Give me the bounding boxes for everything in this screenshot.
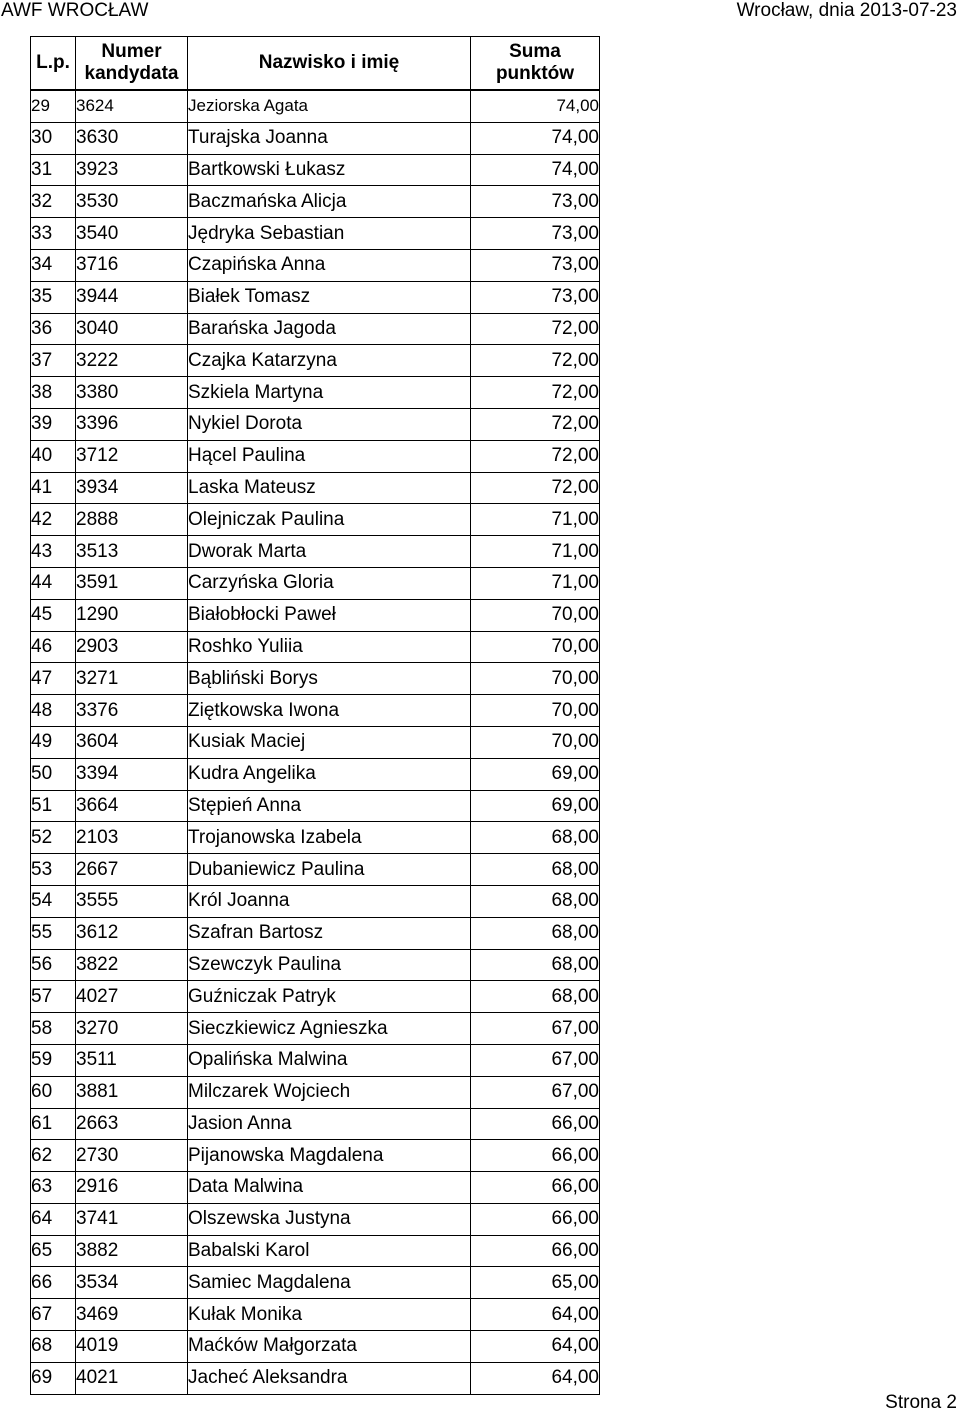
points-sum: 70,00 (471, 695, 600, 727)
candidate-name: Opalińska Malwina (188, 1044, 471, 1076)
points-sum: 67,00 (471, 1013, 600, 1045)
table-row (31, 822, 600, 854)
points-sum: 70,00 (471, 726, 600, 758)
row-lp: 50 (31, 758, 76, 790)
table-row (31, 758, 600, 790)
points-sum: 67,00 (471, 1076, 600, 1108)
points-sum: 71,00 (471, 504, 600, 536)
table-row (31, 567, 600, 599)
candidate-number: 3222 (76, 345, 188, 377)
row-lp: 55 (31, 917, 76, 949)
results-table (30, 36, 600, 1395)
table-row (31, 313, 600, 345)
column-header-sum: Suma punktów (471, 37, 600, 91)
points-sum: 72,00 (471, 440, 600, 472)
candidate-number: 3540 (76, 218, 188, 250)
candidate-name: Jędryka Sebastian (188, 218, 471, 250)
row-lp: 47 (31, 663, 76, 695)
table-row (31, 504, 600, 536)
table-row (31, 249, 600, 281)
row-lp: 35 (31, 281, 76, 313)
candidate-number: 3040 (76, 313, 188, 345)
candidate-number: 3513 (76, 536, 188, 568)
candidate-number: 2903 (76, 631, 188, 663)
table-row (31, 1044, 600, 1076)
row-lp: 68 (31, 1331, 76, 1363)
table-row (31, 281, 600, 313)
points-sum: 72,00 (471, 345, 600, 377)
candidate-name: Babalski Karol (188, 1235, 471, 1267)
column-header-number: Numer kandydata (76, 37, 188, 91)
row-lp: 54 (31, 885, 76, 917)
row-lp: 51 (31, 790, 76, 822)
candidate-number: 2730 (76, 1140, 188, 1172)
points-sum: 72,00 (471, 408, 600, 440)
table-row (31, 345, 600, 377)
row-lp: 34 (31, 249, 76, 281)
candidate-number: 2916 (76, 1172, 188, 1204)
row-lp: 56 (31, 949, 76, 981)
candidate-number: 3923 (76, 154, 188, 186)
candidate-name: Białobłocki Paweł (188, 599, 471, 631)
candidate-number: 3624 (76, 90, 188, 122)
candidate-number: 4021 (76, 1362, 188, 1394)
points-sum: 66,00 (471, 1108, 600, 1140)
candidate-number: 3716 (76, 249, 188, 281)
table-row (31, 1013, 600, 1045)
row-lp: 57 (31, 981, 76, 1013)
candidate-number: 3270 (76, 1013, 188, 1045)
table-row (31, 1362, 600, 1394)
row-lp: 30 (31, 122, 76, 154)
points-sum: 74,00 (471, 122, 600, 154)
points-sum: 68,00 (471, 949, 600, 981)
table-row (31, 790, 600, 822)
row-lp: 59 (31, 1044, 76, 1076)
candidate-name: Białek Tomasz (188, 281, 471, 313)
points-sum: 66,00 (471, 1172, 600, 1204)
points-sum: 66,00 (471, 1140, 600, 1172)
table-row (31, 472, 600, 504)
candidate-name: Guźniczak Patryk (188, 981, 471, 1013)
candidate-number: 3555 (76, 885, 188, 917)
table-row (31, 631, 600, 663)
table-row (31, 981, 600, 1013)
row-lp: 42 (31, 504, 76, 536)
candidate-number: 3469 (76, 1299, 188, 1331)
candidate-number: 3604 (76, 726, 188, 758)
candidate-number: 3612 (76, 917, 188, 949)
points-sum: 70,00 (471, 631, 600, 663)
candidate-number: 3376 (76, 695, 188, 727)
table-header-row (31, 37, 600, 91)
candidate-number: 3511 (76, 1044, 188, 1076)
candidate-number: 3380 (76, 377, 188, 409)
candidate-name: Hącel Paulina (188, 440, 471, 472)
row-lp: 63 (31, 1172, 76, 1204)
candidate-name: Trojanowska Izabela (188, 822, 471, 854)
points-sum: 73,00 (471, 249, 600, 281)
candidate-number: 3741 (76, 1203, 188, 1235)
row-lp: 44 (31, 567, 76, 599)
candidate-name: Data Malwina (188, 1172, 471, 1204)
candidate-number: 1290 (76, 599, 188, 631)
candidate-name: Szkiela Martyna (188, 377, 471, 409)
points-sum: 69,00 (471, 758, 600, 790)
points-sum: 72,00 (471, 377, 600, 409)
candidate-number: 3664 (76, 790, 188, 822)
candidate-name: Bartkowski Łukasz (188, 154, 471, 186)
candidate-name: Baczmańska Alicja (188, 186, 471, 218)
candidate-number: 3591 (76, 567, 188, 599)
table-row (31, 1235, 600, 1267)
candidate-number: 4027 (76, 981, 188, 1013)
row-lp: 45 (31, 599, 76, 631)
row-lp: 32 (31, 186, 76, 218)
candidate-number: 3271 (76, 663, 188, 695)
candidate-name: Pijanowska Magdalena (188, 1140, 471, 1172)
points-sum: 66,00 (471, 1203, 600, 1235)
candidate-name: Stępień Anna (188, 790, 471, 822)
table-row (31, 917, 600, 949)
row-lp: 65 (31, 1235, 76, 1267)
candidate-name: Carzyńska Gloria (188, 567, 471, 599)
table-row (31, 854, 600, 886)
table-row (31, 377, 600, 409)
table-row (31, 536, 600, 568)
row-lp: 67 (31, 1299, 76, 1331)
points-sum: 73,00 (471, 281, 600, 313)
table-row (31, 726, 600, 758)
candidate-number: 3712 (76, 440, 188, 472)
institution-name: AWF WROCŁAW (1, 0, 149, 21)
table-row (31, 695, 600, 727)
row-lp: 31 (31, 154, 76, 186)
table-row (31, 90, 600, 122)
row-lp: 38 (31, 377, 76, 409)
row-lp: 62 (31, 1140, 76, 1172)
candidate-name: Jeziorska Agata (188, 90, 471, 122)
table-row (31, 440, 600, 472)
row-lp: 36 (31, 313, 76, 345)
candidate-number: 3882 (76, 1235, 188, 1267)
points-sum: 71,00 (471, 536, 600, 568)
candidate-name: Olszewska Justyna (188, 1203, 471, 1235)
row-lp: 60 (31, 1076, 76, 1108)
candidate-name: Maćków Małgorzata (188, 1331, 471, 1363)
table-row (31, 949, 600, 981)
candidate-name: Olejniczak Paulina (188, 504, 471, 536)
candidate-number: 3881 (76, 1076, 188, 1108)
candidate-name: Nykiel Dorota (188, 408, 471, 440)
points-sum: 66,00 (471, 1235, 600, 1267)
row-lp: 29 (31, 90, 76, 122)
row-lp: 37 (31, 345, 76, 377)
candidate-name: Sieczkiewicz Agnieszka (188, 1013, 471, 1045)
candidate-name: Samiec Magdalena (188, 1267, 471, 1299)
table-body (31, 90, 600, 1394)
points-sum: 68,00 (471, 822, 600, 854)
candidate-name: Jasion Anna (188, 1108, 471, 1140)
table-row (31, 1267, 600, 1299)
candidate-number: 3530 (76, 186, 188, 218)
table-row (31, 408, 600, 440)
points-sum: 72,00 (471, 313, 600, 345)
points-sum: 70,00 (471, 599, 600, 631)
row-lp: 66 (31, 1267, 76, 1299)
row-lp: 41 (31, 472, 76, 504)
candidate-name: Czajka Katarzyna (188, 345, 471, 377)
table-row (31, 663, 600, 695)
row-lp: 61 (31, 1108, 76, 1140)
row-lp: 58 (31, 1013, 76, 1045)
candidate-name: Czapińska Anna (188, 249, 471, 281)
candidate-name: Bąbliński Borys (188, 663, 471, 695)
candidate-number: 3934 (76, 472, 188, 504)
table-row (31, 1203, 600, 1235)
candidate-number: 2663 (76, 1108, 188, 1140)
candidate-name: Kusiak Maciej (188, 726, 471, 758)
table-row (31, 1299, 600, 1331)
points-sum: 73,00 (471, 218, 600, 250)
candidate-number: 4019 (76, 1331, 188, 1363)
row-lp: 52 (31, 822, 76, 854)
candidate-number: 3944 (76, 281, 188, 313)
candidate-name: Szewczyk Paulina (188, 949, 471, 981)
points-sum: 67,00 (471, 1044, 600, 1076)
candidate-name: Milczarek Wojciech (188, 1076, 471, 1108)
document-date: Wrocław, dnia 2013-07-23 (736, 0, 957, 21)
column-header-lp: L.p. (31, 37, 76, 91)
candidate-name: Szafran Bartosz (188, 917, 471, 949)
points-sum: 65,00 (471, 1267, 600, 1299)
points-sum: 72,00 (471, 472, 600, 504)
candidate-name: Barańska Jagoda (188, 313, 471, 345)
points-sum: 74,00 (471, 90, 600, 122)
candidate-name: Jacheć Aleksandra (188, 1362, 471, 1394)
row-lp: 43 (31, 536, 76, 568)
candidate-name: Dworak Marta (188, 536, 471, 568)
points-sum: 73,00 (471, 186, 600, 218)
page-number: Strona 2 (885, 1392, 957, 1413)
column-header-name: Nazwisko i imię (188, 37, 471, 91)
candidate-name: Dubaniewicz Paulina (188, 854, 471, 886)
points-sum: 70,00 (471, 663, 600, 695)
points-sum: 64,00 (471, 1299, 600, 1331)
candidate-number: 3534 (76, 1267, 188, 1299)
points-sum: 68,00 (471, 885, 600, 917)
points-sum: 74,00 (471, 154, 600, 186)
points-sum: 69,00 (471, 790, 600, 822)
row-lp: 64 (31, 1203, 76, 1235)
row-lp: 69 (31, 1362, 76, 1394)
candidate-number: 2103 (76, 822, 188, 854)
row-lp: 33 (31, 218, 76, 250)
candidate-number: 3394 (76, 758, 188, 790)
table-row (31, 154, 600, 186)
table-row (31, 1172, 600, 1204)
row-lp: 49 (31, 726, 76, 758)
table-row (31, 1076, 600, 1108)
candidate-number: 3396 (76, 408, 188, 440)
row-lp: 40 (31, 440, 76, 472)
table-row (31, 885, 600, 917)
candidate-name: Roshko Yuliia (188, 631, 471, 663)
candidate-name: Laska Mateusz (188, 472, 471, 504)
points-sum: 71,00 (471, 567, 600, 599)
candidate-number: 2888 (76, 504, 188, 536)
candidate-number: 3630 (76, 122, 188, 154)
points-sum: 68,00 (471, 854, 600, 886)
row-lp: 48 (31, 695, 76, 727)
candidate-name: Król Joanna (188, 885, 471, 917)
points-sum: 68,00 (471, 917, 600, 949)
row-lp: 39 (31, 408, 76, 440)
points-sum: 64,00 (471, 1331, 600, 1363)
row-lp: 46 (31, 631, 76, 663)
table-row (31, 186, 600, 218)
candidate-name: Kudra Angelika (188, 758, 471, 790)
candidate-name: Turajska Joanna (188, 122, 471, 154)
table-row (31, 1140, 600, 1172)
points-sum: 64,00 (471, 1362, 600, 1394)
table-row (31, 122, 600, 154)
table-row (31, 218, 600, 250)
table-row (31, 1331, 600, 1363)
candidate-name: Kułak Monika (188, 1299, 471, 1331)
candidate-number: 2667 (76, 854, 188, 886)
table-row (31, 1108, 600, 1140)
candidate-name: Ziętkowska Iwona (188, 695, 471, 727)
candidate-number: 3822 (76, 949, 188, 981)
table-row (31, 599, 600, 631)
points-sum: 68,00 (471, 981, 600, 1013)
row-lp: 53 (31, 854, 76, 886)
